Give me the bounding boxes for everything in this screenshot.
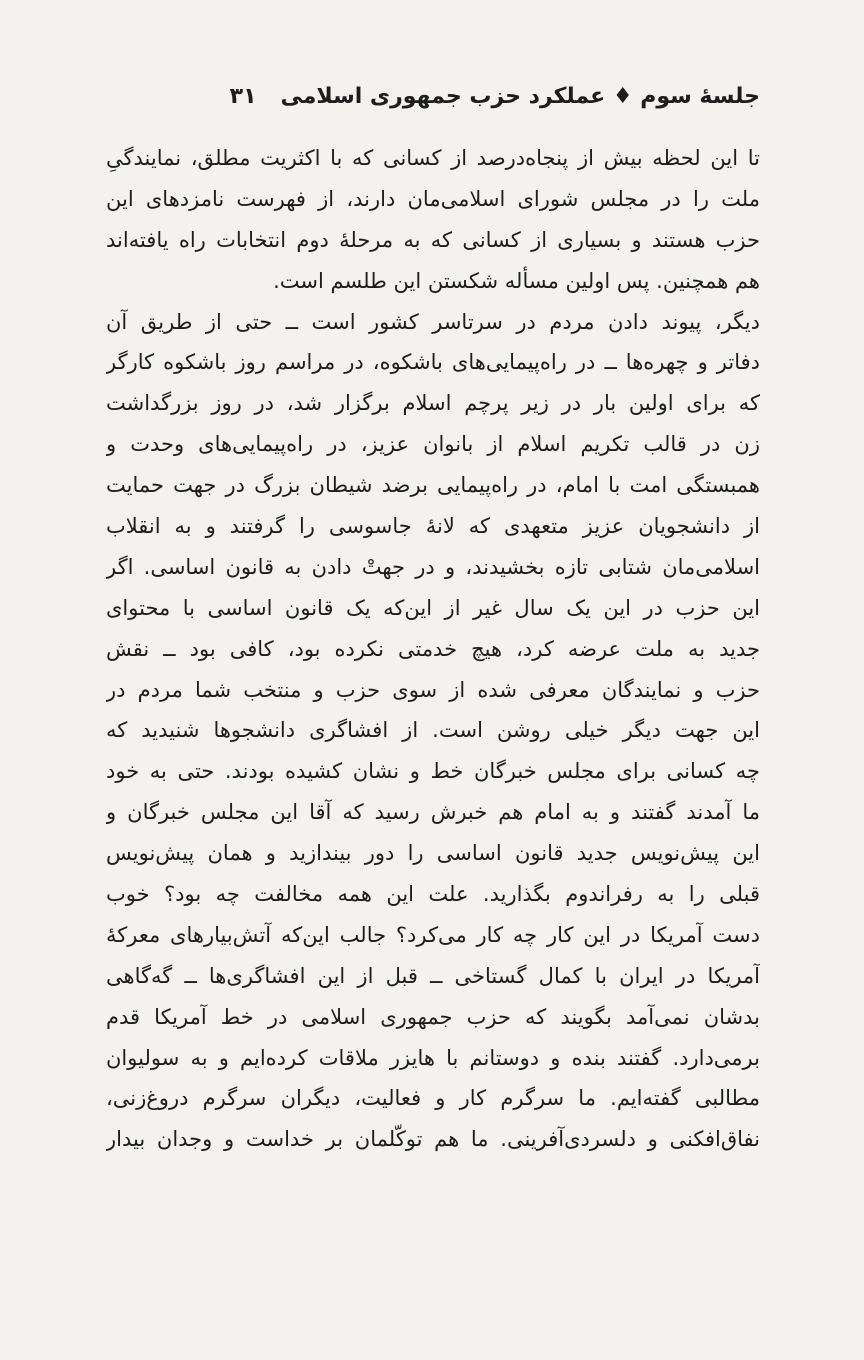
text-line: این حزب در این یک سال غیر از این‌که یک قانون اساسی با محتوای <box>106 595 760 620</box>
text-line: جدید به ملت عرضه کرد، هیچ خدمتی نکرده بود، کافی بود ــ نقش <box>106 636 760 661</box>
text-line: همبستگی امت با امام، در راه‌پیمایی برضد شیطان بزرگ در جهت حمایت <box>106 473 760 498</box>
running-header <box>92 74 760 118</box>
text-line: حزب هستند و بسیاری از کسانی که به مرحلۀ دوم انتخابات راه یافته‌اند <box>106 227 760 252</box>
text-line: هم همچنین. پس اولین مسأله شکستن این طلسم است. <box>273 268 760 293</box>
text-line: چه کسانی برای مجلس خبرگان خط و نشان کشیده بودند. حتی به خود <box>106 759 760 784</box>
text-line: برمی‌دارد. گفتند بنده و دوستانم با هایزر ملاقات کرده‌ایم و به سولیوان <box>106 1045 760 1070</box>
text-line: اسلامی‌مان شتابی تازه بخشیدند، و در جهتْ دادن به قانون اساسی. اگر <box>106 554 760 579</box>
page-number: ۳۱ <box>229 83 257 109</box>
text-line: قبلی را به رفراندوم بگذارید. علت این همه مخالفت چه بود؟ خوب <box>106 882 760 907</box>
chapter-title: جلسۀ سوم ♦ عملکرد حزب جمهوری اسلامی <box>280 83 760 109</box>
text-line: دفاتر و چهره‌ها ــ در راه‌پیمایی‌های باشکوه، در مراسم روز باشکوه کارگر <box>106 350 760 375</box>
text-line: این پیش‌نویس جدید قانون اساسی را دور بیندازید و همان پیش‌نویس <box>106 841 760 866</box>
text-line: نفاق‌افکنی و دلسردی‌آفرینی. ما هم توکّلمان بر خداست و وجدان بیدار <box>106 1127 760 1152</box>
text-line: مطالبی گفته‌ایم. ما سرگرم کار و فعالیت، دیگران سرگرم دروغ‌زنی، <box>106 1086 760 1111</box>
text-line: ما آمدند گفتند و به امام هم خبرش رسید که آقا این مجلس خبرگان و <box>106 800 760 825</box>
text-line: تا این لحظه بیش از پنجاه‌درصد از کسانی که با اکثریت مطلق، نمایندگیِ <box>106 146 760 170</box>
text-line: که برای اولین بار در زیر پرچم اسلام برگزار شد، در روز بزرگداشت <box>106 391 760 416</box>
text-line: ملت را در مجلس شورای اسلامی‌مان دارند، از فهرست نامزدهای این <box>106 186 760 211</box>
text-line: بدشان نمی‌آمد بگویند که حزب جمهوری اسلامی در خط آمریکا قدم <box>106 1004 760 1029</box>
text-line: از دانشجویان عزیز متعهدی که لانۀ جاسوسی را گرفتند و به انقلاب <box>106 514 760 539</box>
text-line: این جهت دیگر خیلی روشن است. از افشاگری دانشجوها شنیدید که <box>106 718 760 743</box>
body-text <box>106 138 760 1160</box>
text-line: دست آمریکا در این کار چه کار می‌کرد؟ جالب این‌که آتش‌بیارهای معرکۀ <box>106 922 760 947</box>
text-line: حزب و نمایندگان معرفی شده از سوی حزب و منتخب شما مردم در <box>106 677 760 702</box>
text-line: آمریکا در ایران با کمال گستاخی ــ قبل از این افشاگری‌ها ــ گه‌گاهی <box>106 963 760 988</box>
text-line: دیگر، پیوند دادن مردم در سرتاسر کشور است ــ حتی از طریق آن <box>106 309 760 334</box>
text-line: زن در قالب تکریم اسلام از بانوان عزیز، در راه‌پیمایی‌های وحدت و <box>106 432 760 457</box>
